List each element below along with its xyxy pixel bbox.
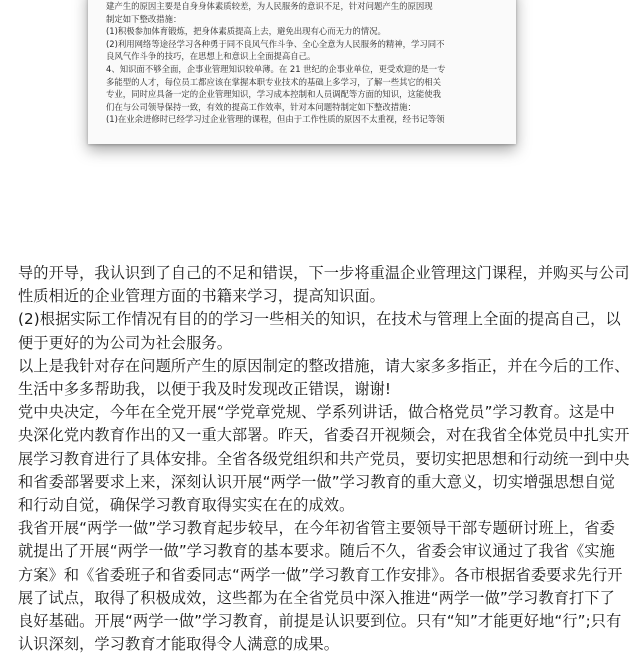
page-line: (1)积极参加体育锻炼，把身体素质提高上去，避免出现有心而无力的情况。	[106, 26, 386, 37]
page-line: 建产生的原因主要是自身身体素质较差，为人民服务的意识不足，针对问题产生的原因现	[106, 1, 433, 11]
page-line: 专业，同时应具备一定的企业管理知识，学习成本控制和人员调配等方面的知识，这能使我	[106, 89, 441, 100]
page-line: (1)在业余进修时已经学习过企业管理的课程，但由于工作性质的原因不太重视，经书记等领	[106, 114, 445, 125]
paragraph: 我省开展“两学一做”学习教育起步较早，在今年初省管主要领导干部专题研讨班上，省委就提出了开展“两学一做”学习教育的基本要求。随后不久，省委会审议通过了我省《实施方案》和《省委班子和省委同志“两学一做”学习教育工作安排》。各市根据省委要求先行开展了试点，取得了积极成效，这些都为在全省党员中深入推进“两学一做”学习教育打下了良好基础。开展“两学一做”学习教育，前提是认识要到位。只有“知”才能更好地“行”;只有认识深刻，学习教育才能取得令人满意的成果。	[18, 519, 623, 654]
paragraph: 党中央决定，今年在全党开展“学党章党规、学系列讲话，做合格党员”学习教育。这是中央深化党内教育作出的又一重大部署。昨天，省委召开视频会，对在我省全体党员中扎实开展学习教育进行了具体安排。全省各级党组织和共产党员，要切实把思想和行动统一到中央和省委部署要求上来，深刻认识开展“两学一做”学习教育的重大意义，切实增强思想自觉和行动自觉，确保学习教育取得实实在在的成效。	[18, 403, 630, 515]
document-photo	[0, 0, 640, 200]
page-line: 4、知识面不够全面，企事业管理知识较单薄。在 21 世纪的企事业单位，更受欢迎的是一专	[106, 63, 446, 74]
paragraph: 以上是我针对存在问题所产生的原因制定的整改措施，请大家多多指正，并在今后的工作、生活中多多帮助我，以便于我及时发现改正错误，谢谢!	[18, 356, 630, 399]
page-line: (2)利用网络等途径学习各种勇于同不良风气作斗争、全心全意为人民服务的精神，学习同不	[106, 38, 445, 49]
paragraph: 导的开导，我认识到了自己的不足和错误，下一步将重温企业管理这门课程，并购买与公司性质相近的企业管理方面的书籍来学习，提高知识面。	[18, 264, 630, 306]
page-line: 良风气作斗争的技巧，在思想上和意识上全面提高自己。	[106, 51, 316, 62]
printed-page	[88, 0, 516, 144]
paragraph: (2)根据实际工作情况有目的的学习一些相关的知识，在技术与管理上全面的提高自己，以便于更好的为公司为社会服务。	[18, 310, 621, 352]
page-line: 制定如下整改措施：	[106, 13, 182, 24]
page-line: 们在与公司领导保持一致，有效的提高工作效率，针对本问题特制定如下整改措施：	[106, 101, 416, 112]
page-line: 多能型的人才，每位员工都应该在掌握本职专业技术的基础上多学习，了解一些其它的相关	[106, 76, 441, 87]
document-body	[18, 262, 630, 656]
